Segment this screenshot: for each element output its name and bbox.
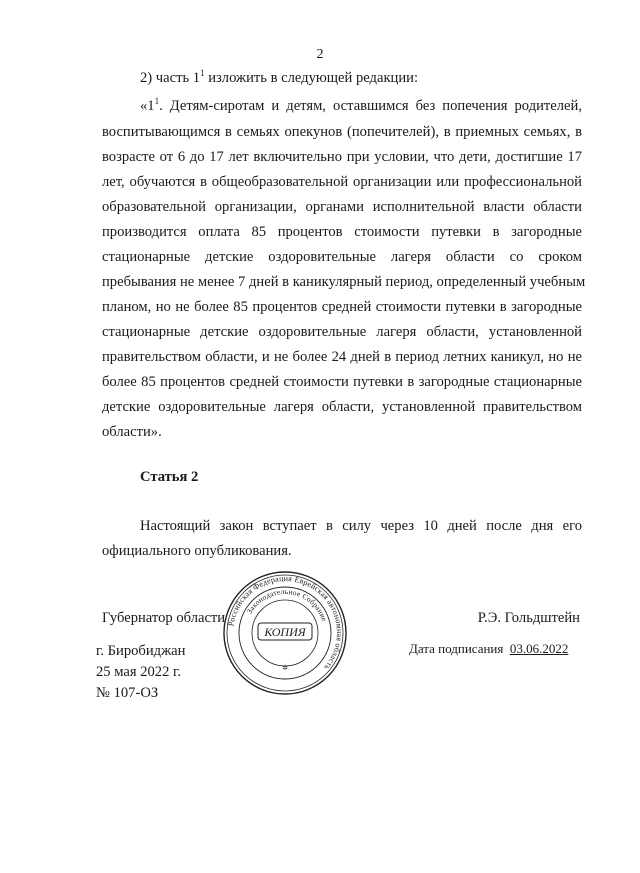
amendment-last-line: области». (102, 424, 162, 440)
law-number: № 107-ОЗ (96, 685, 159, 701)
amendment-line: возрасте от 6 до 17 лет включительно при условии, что дети, достигшие 17 (102, 149, 582, 165)
amendment-line: правительством области, и не более 24 дней в период летних каникул, но не (102, 349, 582, 365)
page-number: 2 (316, 47, 324, 62)
amendment-line: стационарные детские оздоровительные лагеря области, установленной (102, 324, 582, 340)
amendment-line: пребывания не менее 7 дней в каникулярный период, определенный учебным (102, 274, 586, 290)
place-and-date (96, 641, 185, 704)
amendment-intro: 2) часть $1^1$ изложить в следующей редакции: (140, 68, 419, 86)
seal-inner-text: Законодательное Собрание (244, 586, 329, 623)
seal-star-icon: ✲ (282, 664, 288, 672)
signatory-position: Губернатор области (102, 610, 226, 626)
official-seal (222, 570, 348, 696)
article-heading: Статья 2 (140, 469, 199, 485)
amendment-first-line: «$1^1$. Детям-сиротам и детям, оставшимся без попечения родителей, (140, 96, 582, 114)
city: г. Биробиджан (96, 643, 186, 659)
article-text-line: Настоящий закон вступает в силу через 10 дней после дня его (140, 518, 582, 534)
signing-date (409, 641, 568, 657)
amendment-line: лет, обучаются в общеобразовательной организации или профессиональной (102, 174, 582, 190)
law-date: 25 мая 2022 г. (96, 664, 182, 680)
amendment-line: более 85 процентов средней стоимости путевки в загородные стационарные (102, 374, 582, 390)
article-text-line: официального опубликования. (102, 543, 292, 559)
amendment-line: образовательной организации, органами исполнительной власти области (102, 199, 582, 215)
amendment-line: производится оплата 85 процентов стоимости путевки в загородные (102, 224, 582, 240)
seal-center-text: КОПИЯ (264, 625, 306, 639)
amendment-line: воспитывающимся в семьях опекунов (попечителей), в приемных семьях, в (102, 124, 582, 140)
signatory-name: Р.Э. Гольдштейн (477, 610, 580, 626)
amendment-line: детские оздоровительные лагеря области, установленной правительством (102, 399, 582, 415)
amendment-line: стационарные детские оздоровительные лагеря области со сроком (102, 249, 582, 265)
amendment-line: планом, но не более 85 процентов средней стоимости путевки в загородные (102, 299, 582, 315)
signing-date-value: 03.06.2022 (509, 641, 569, 656)
seal-outer-text: Российская Федерация Еврейская автономная область (226, 573, 345, 673)
signing-date-label: Дата подписания (409, 641, 504, 656)
